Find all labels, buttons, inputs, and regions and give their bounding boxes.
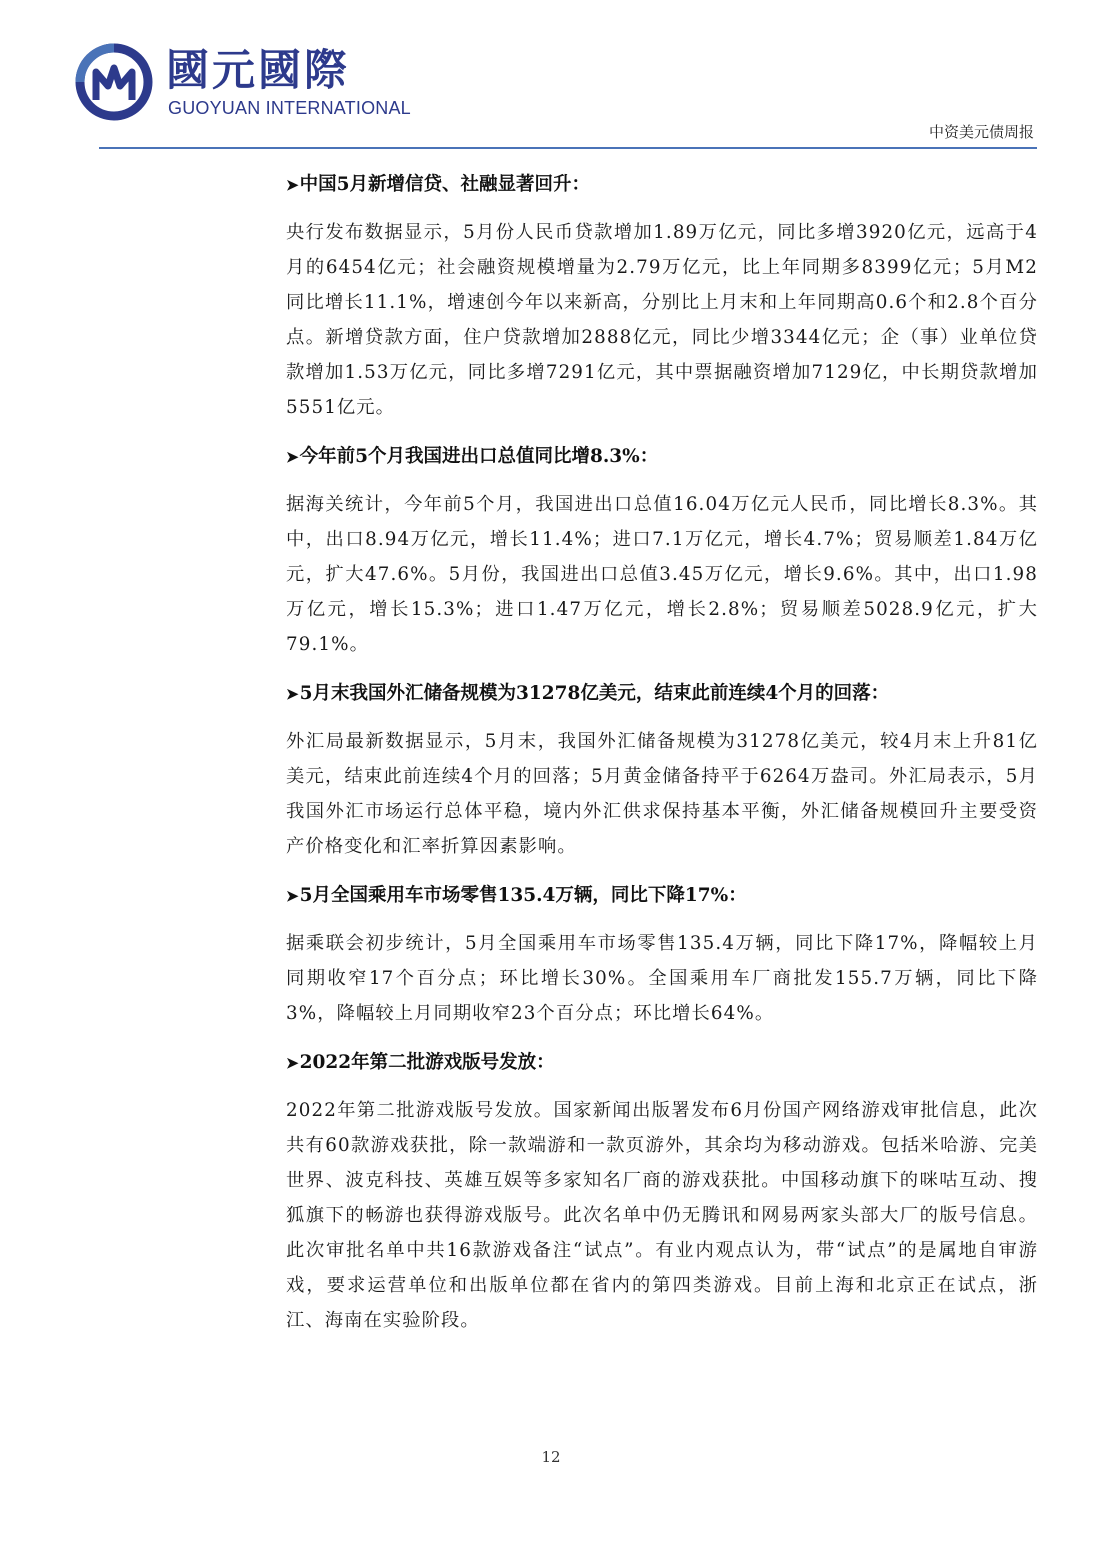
report-title: 中资美元债周报 [928, 123, 1034, 141]
section-heading [286, 1046, 1038, 1080]
header-divider [99, 147, 1037, 149]
section-heading [286, 879, 1038, 913]
page-number: 12 [541, 1448, 561, 1466]
section-paragraph: 据海关统计，今年前5个月，我国进出口总值16.04万亿元人民币，同比增长8.3%。其中，出口8.94万亿元，增长11.4%；进口7.1万亿元，增长4.7%；贸易顺差1.84万亿元，扩大47.6%。5月份，我国进出口总值3.45万亿元，增长9.6%。其中，出口1.98万亿元，增长15.3%；进口1.47万亿元，增长2.8%；贸易顺差5028.9亿元，扩大79.1%。 [286, 494, 1038, 655]
guoyuan-logo-icon [74, 42, 154, 122]
section-heading [286, 168, 1038, 202]
section-heading-text: 5月末我国外汇储备规模为31278亿美元，结束此前连续4个月的回落： [299, 683, 890, 704]
section-game-licenses [286, 1046, 1038, 1338]
section-trade [286, 440, 1038, 662]
logo-english-name: GUOYUAN INTERNATIONAL [168, 98, 411, 118]
section-heading [286, 677, 1038, 711]
section-paragraph: 2022年第二批游戏版号发放。国家新闻出版署发布6月份国产网络游戏审批信息，此次共有60款游戏获批，除一款端游和一款页游外，其余均为移动游戏。包括米哈游、完美世界、波克科技、英雄互娱等多家知名厂商的游戏获批。中国移动旗下的咪咕互动、搜狐旗下的畅游也获得游戏版号。此次名单中仍无腾讯和网易两家头部大厂的版号信息。此次审批名单中共16款游戏备注“试点”。有业内观点认为，带“试点”的是属地自审游戏，要求运营单位和出版单位都在省内的第四类游戏。目前上海和北京正在试点，浙江、海南在实验阶段。 [286, 1100, 1038, 1331]
section-paragraph: 据乘联会初步统计，5月全国乘用车市场零售135.4万辆，同比下降17%，降幅较上月同期收窄17个百分点；环比增长30%。全国乘用车厂商批发155.7万辆，同比下降3%，降幅较上月同期收窄23个百分点；环比增长64%。 [286, 933, 1038, 1024]
section-heading [286, 440, 1038, 474]
section-fx-reserves [286, 677, 1038, 864]
logo-chinese-name: 國元國際 [166, 46, 350, 96]
arrowhead-bullet-icon: ➤ [286, 1054, 299, 1072]
report-body [286, 168, 1038, 1353]
company-logo [74, 42, 411, 122]
arrowhead-bullet-icon: ➤ [286, 685, 299, 703]
arrowhead-bullet-icon: ➤ [286, 448, 299, 466]
section-heading-text: 5月全国乘用车市场零售135.4万辆，同比下降17%： [299, 885, 747, 906]
section-auto-sales [286, 879, 1038, 1031]
section-paragraph: 外汇局最新数据显示，5月末，我国外汇储备规模为31278亿美元，较4月末上升81亿美元，结束此前连续4个月的回落；5月黄金储备持平于6264万盎司。外汇局表示，5月我国外汇市场运行总体平稳，境内外汇供求保持基本平衡，外汇储备规模回升主要受资产价格变化和汇率折算因素影响。 [286, 731, 1038, 857]
arrowhead-bullet-icon: ➤ [286, 176, 299, 194]
section-heading-text: 中国5月新增信贷、社融显著回升： [299, 174, 590, 195]
arrowhead-bullet-icon: ➤ [286, 887, 299, 905]
section-heading-text: 今年前5个月我国进出口总值同比增8.3%： [299, 446, 659, 467]
section-heading-text: 2022年第二批游戏版号发放： [299, 1052, 555, 1073]
section-credit [286, 168, 1038, 425]
section-paragraph: 央行发布数据显示，5月份人民币贷款增加1.89万亿元，同比多增3920亿元，远高于4月的6454亿元；社会融资规模增量为2.79万亿元，比上年同期多8399亿元；5月M2同比增长11.1%，增速创今年以来新高，分别比上月末和上年同期高0.6个和2.8个百分点。新增贷款方面，住户贷款增加2888亿元，同比少增3344亿元；企（事）业单位贷款增加1.53万亿元，同比多增7291亿元，其中票据融资增加7129亿，中长期贷款增加5551亿元。 [286, 222, 1038, 418]
